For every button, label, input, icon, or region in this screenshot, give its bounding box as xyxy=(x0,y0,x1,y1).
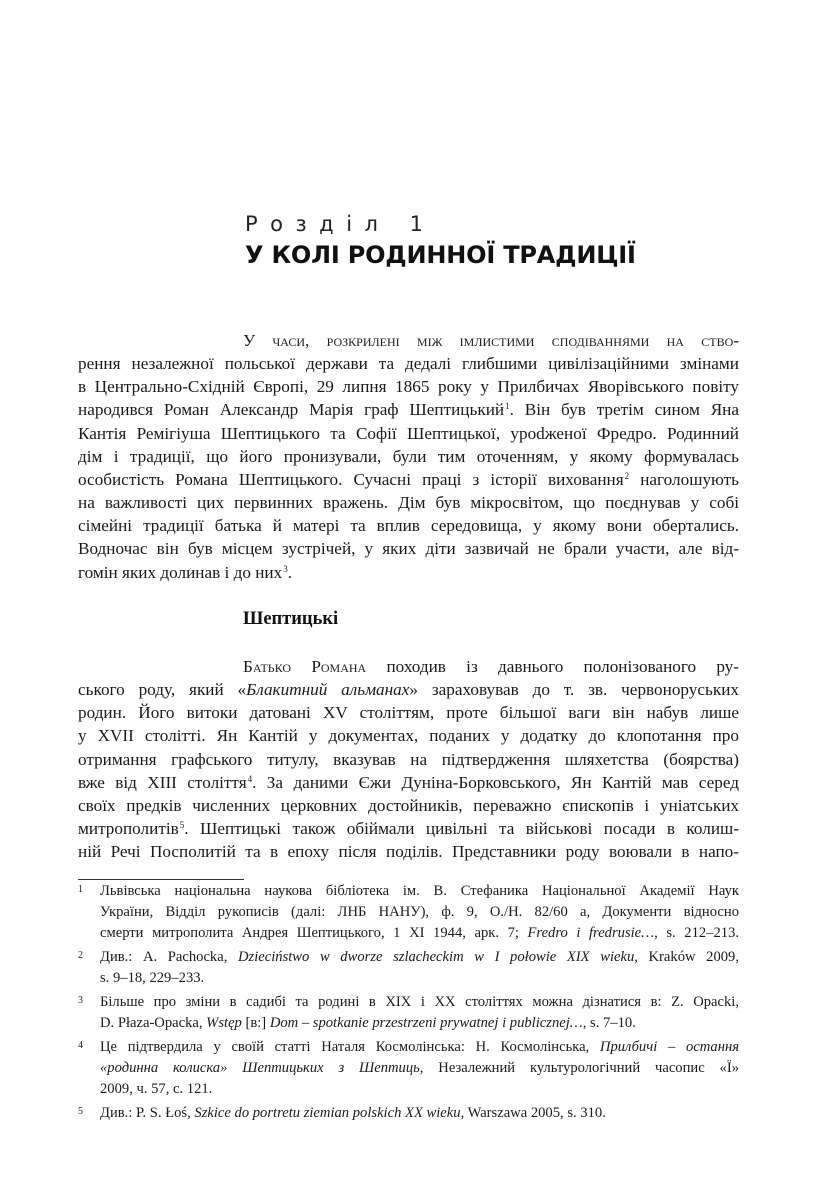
footnote-4 xyxy=(78,1037,739,1100)
line-text: Див.: P. S. Łoś, xyxy=(100,1105,195,1121)
footnote-line xyxy=(100,1013,739,1034)
line-text: , s. 7–10. xyxy=(582,1015,636,1031)
line-text: . За даними Єжи Дуніна-Борковського, Ян Кантій мав серед xyxy=(252,772,739,792)
section-paragraph xyxy=(78,655,739,863)
line-text: гомін яких долинав і до них xyxy=(78,562,283,582)
line-text: , Warszawa 2005, s. 310. xyxy=(460,1105,606,1121)
line-text: особистість Романа Шептицького. Сучасні праці з історії виховання xyxy=(78,469,624,489)
text-line xyxy=(78,329,739,352)
line-text: смерти митрополита Андрея Шептицького, 1 XI 1944, арк. 7; xyxy=(100,925,528,941)
line-text: , s. 212–213. xyxy=(654,925,740,941)
footnote-5 xyxy=(78,1103,739,1124)
line-text: D. Płaza-Opacka, xyxy=(100,1015,207,1031)
text-line xyxy=(78,655,739,678)
chapter-label: Розділ 1 xyxy=(245,212,436,236)
chapter-title: У КОЛІ РОДИННОЇ ТРАДИЦІЇ xyxy=(245,241,636,269)
text-line xyxy=(78,468,739,491)
footnote-line xyxy=(100,1037,739,1058)
text-line: у XVII столітті. Ян Кантій у документах, поданих у додатку до клопотання про xyxy=(78,726,739,746)
text-line: ній Речі Посполитій та в епоху після поділів. Представники роду воювали в напо- xyxy=(78,842,739,862)
italic-title: Прилбичі – остання xyxy=(599,1039,739,1055)
footnote-ref[interactable]: 4 xyxy=(247,773,253,784)
line-text: [в:] xyxy=(241,1015,270,1031)
line-text: наголошують xyxy=(629,469,739,489)
text-line: Водночас він був місцем зустрічей, у яких діти зазвичай не брали участи, але від- xyxy=(78,539,739,559)
line-text: Див.: A. Pachocka, xyxy=(100,949,238,965)
line-text: походив із давнього полонізованого ру- xyxy=(366,657,739,676)
footnote-line xyxy=(100,1103,739,1124)
section-heading: Шептицькі xyxy=(243,609,339,629)
italic-title: Fredro i fredrusie… xyxy=(527,925,655,941)
text-line: рення незалежної польської держави та дедалі глибшими цивілізаційними змінами xyxy=(78,354,739,374)
footnote-line: України, Відділ рукописів (далі: ЛНБ НАНУ), ф. 9, О./Н. 82/60 а, Документи відносно xyxy=(100,904,739,920)
line-text: народився Роман Александр Марія граф Шептицький xyxy=(78,400,505,420)
text-line: сімейні традиції батька й матері та вплив середовища, у якому вони обертались. xyxy=(78,516,739,536)
footnote-2 xyxy=(78,947,739,989)
footnote-number: 1 xyxy=(78,884,83,895)
text-line xyxy=(78,561,739,584)
footnote-separator xyxy=(78,879,244,880)
line-text: » зараховував до т. зв. червоноруських xyxy=(409,680,739,700)
text-line: своїх предків численних церковних достойників, переважно єпископів і уніатських xyxy=(78,795,739,815)
line-text: Батько Романа xyxy=(243,657,367,676)
text-line xyxy=(78,771,739,794)
text-line: родин. Його витоки датовані XV століттям, проте більшої ваги він набув лише xyxy=(78,703,739,723)
italic-title: Szkice do portretu ziemian polskich XX wieku xyxy=(194,1105,461,1121)
footnote-line xyxy=(100,1058,739,1079)
line-text: Це підтвердила у своїй статті Наталя Космолінська: Н. Космолінська, xyxy=(100,1039,600,1055)
line-text: вже від XIII століття xyxy=(78,772,247,792)
footnote-line: 2009, ч. 57, с. 121. xyxy=(100,1081,213,1097)
text-line xyxy=(78,817,739,840)
footnote-line: Більше про зміни в садибі та родині в XIX і XX століттях можна дізнатися в: Z. Opacki, xyxy=(100,994,739,1010)
text-line xyxy=(78,678,739,701)
footnote-line xyxy=(100,947,739,968)
footnote-number: 4 xyxy=(78,1040,83,1051)
line-text: . xyxy=(287,562,292,582)
text-line: Кантія Ремігіуша Шептицького та Софії Шептицької, урodженої Фредро. Родинний xyxy=(78,423,739,443)
footnote-ref[interactable]: 1 xyxy=(505,401,510,412)
text-line: дім і традиції, що його пронизували, були тим оточенням, у якому формувалась xyxy=(78,446,739,466)
footnote-ref[interactable]: 2 xyxy=(624,470,630,481)
footnote-3 xyxy=(78,992,739,1034)
footnote-1 xyxy=(78,881,739,944)
text-line: на важливості цих первинних вражень. Дім був мікросвітом, що поєднував у собі xyxy=(78,493,739,513)
line-text: , Kraków 2009, xyxy=(634,949,739,965)
line-text: У часи, розкрилені між імлистими сподіваннями на ство- xyxy=(243,331,739,350)
italic-title: Блакитний альманах xyxy=(246,680,410,700)
line-text: ського роду, який « xyxy=(78,680,247,700)
text-line xyxy=(78,398,739,421)
footnote-number: 5 xyxy=(78,1106,83,1117)
italic-title: Wstęp xyxy=(206,1015,242,1031)
footnote-ref[interactable]: 3 xyxy=(283,563,288,574)
line-text: . Шептицькі також обіймали цивільні та військові посади в колиш- xyxy=(184,819,739,839)
italic-title: Dom – spotkanie przestrzeni prywatnej i publicznej… xyxy=(269,1015,583,1031)
line-text: , Незалежний культурологічний часопис «Ї» xyxy=(419,1060,739,1076)
footnote-number: 3 xyxy=(78,995,83,1006)
text-line: в Центрально-Східній Європі, 29 липня 1865 року у Прилбичах Яворівського повіту xyxy=(78,377,739,397)
footnote-line: s. 9–18, 229–233. xyxy=(100,970,205,986)
italic-title: «родинна колиска» Шептицьких з Шептиць xyxy=(100,1060,420,1076)
footnote-line xyxy=(100,923,739,944)
footnote-ref[interactable]: 5 xyxy=(179,820,185,831)
footnote-line: Львівська національна наукова бібліотека ім. В. Стефаника Національної Академії Наук xyxy=(100,883,739,899)
footnote-number: 2 xyxy=(78,950,83,961)
line-text: митрополитів xyxy=(78,819,179,839)
line-text: . Він був третім сином Яна xyxy=(509,400,739,420)
text-line: отримання графського титулу, вказував на підтвердження шляхетства (боярства) xyxy=(78,749,739,769)
footnotes xyxy=(78,881,739,1127)
italic-title: Dzieciństwo w dworze szlacheckim w I połowie XIX wieku xyxy=(237,949,635,965)
intro-paragraph xyxy=(78,329,739,584)
